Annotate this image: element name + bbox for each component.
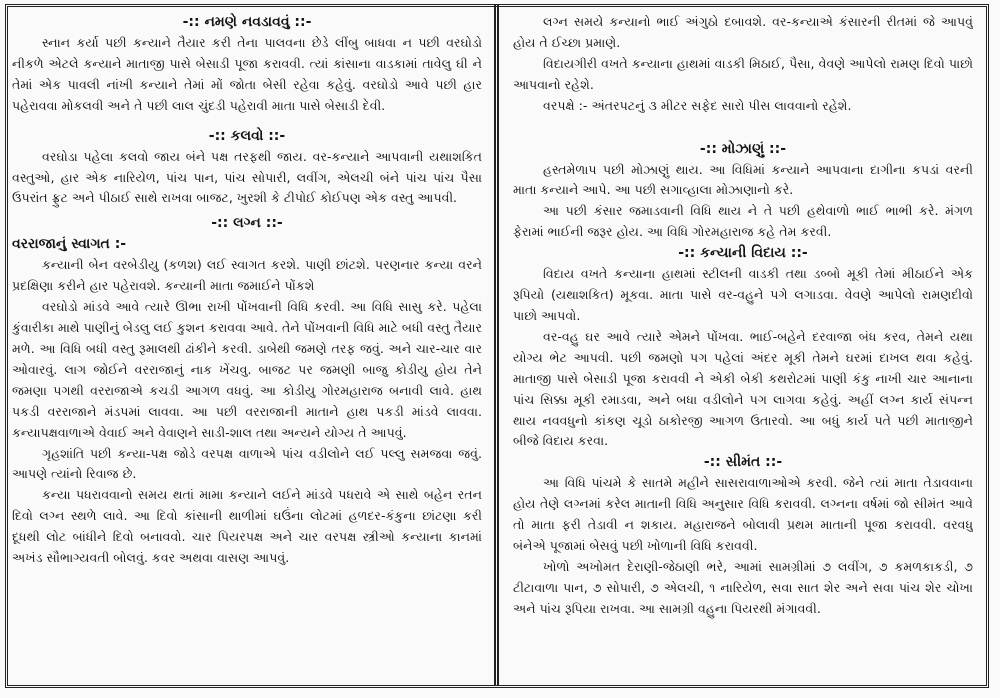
paragraph: વિદાયગીરી વખતે કન્યાના હાથમાં વાડકી મિઠાઈ, પૈસા, વેવણે આપેલો રામણ દિવો પાછો આપવાનો રહેશે. [513, 55, 973, 92]
paragraph: લગ્ન સમયે કન્યાનો ભાઈ અંગુઠો દબાવશે. વર-કન્યાએ કંસારની રીતમાં જે આપવું હોય તે ઈચ્છા પ્રમાણે. [513, 14, 973, 50]
paragraph: કન્યા પધરાવવાનો સમય થતાં મામા કન્યાને લઈને માંડવે પધરાવે એ સાથે બહેન રતન દિવો લગ્ન સ્થળે લાવે. આ દિવો કાંસાની થાળીમાં ઘઉંના લોટમાં હળદર-કંકુના છાંટણા કરી દૂધથી લોટ બાંધીને દિવો બનાવવો. ચાર પિયરપક્ષ અને ચાર વરપક્ષ સ્ત્રીઓ કન્યાના કાનમાં અખંડ સૌભાગ્યવતી બોલવું. કવર અથવા વાસણ આપવું. [12, 487, 482, 566]
section-heading-lagna: -:: લગ્ન ::- [211, 215, 283, 232]
right-column [513, 12, 973, 674]
paragraph: વિદાય વખતે કન્યાના હાથમાં સ્ટીલની વાડકી તથા ડબ્બો મૂકી તેમાં મીઠાઈને એક રૂપિયો (યથાશકિત) મૂકવા. માતા પાસે વર-વહુને પગે લગાડવા. વેવણે આપેલો રામણદીવો પાછો આપવો. [513, 266, 973, 323]
section-heading-naman: -:: નમણે નવડાવવું ::- [182, 14, 312, 30]
column-divider [494, 4, 499, 686]
section-heading-simant: -:: સીમંત ::- [703, 454, 783, 471]
section-heading-kalvo: -:: કલવો ::- [208, 127, 286, 144]
paragraph: વરઘોડા પહેલા કલવો જાય બંને પક્ષ તરફથી જાય. વર-કન્યાને આપવાની યથાશકિત વસ્તુઓ, હાર એક નારિયેળ, પાંચ પાન, પાંચ સોપારી, લવીંગ, એલચી બંને પાંચ પાંચ પૈસા ઉપરાંત ફ્રુટ અને પીઠાઈ સાથે રાખવા બાજટ, ખુરશી કે ટીપોઈ કોઈપણ એક વસ્તુ આપવી. [12, 148, 482, 206]
paragraph: કન્યાની બેન વરબેડીયુ (કળશ) લઈ સ્વાગત કરશે. પાણી છાંટશે. પરણનાર કન્યા વરને પ્રદક્ષિણા કરીને હાર પહેરાવશે. કન્યાની માતા જમાઈને પોંકશે [12, 257, 482, 294]
paragraph: ગૃહશાંતિ પછી કન્યા-પક્ષ જોડે વરપક્ષ વાળાએ પાંચ વડીલોને લઈ પલ્લુ સમજવા જવું. આપણે ત્યાંનો રિવાજ છે. [12, 445, 482, 482]
paragraph: સ્નાન કર્યા પછી કન્યાને તૈયાર કરી તેના પાલવના છેડે લીંબુ બાધવા ન પછી વરઘોડો નીકળે એટલે કન્યાને માતાજી પાસે બેસાડી પૂજા કરાવવી. ત્યાં કાંસાના વાડકામાં તાવેલુ ઘી ને તેમાં એક પાવલી નાંખી કન્યાને તેમાં મોં જોતા બેસી રહેવા કહેવું. વરઘોડો આવે પછી હાર પહેરાવવા મોકલવી અને તે પછી લાલ ચુંદડી પહેરાવી માતા પાસે બેસાડી દેવી. [12, 35, 482, 113]
left-column [12, 12, 482, 674]
section-heading-kanya-vidai: -:: કન્યાની વિદાય ::- [678, 245, 808, 262]
paragraph: વર-વહુ ઘર આવે ત્યારે એમને પોંખવા. ભાઈ-બહેને દરવાજા બંધ કરવ, તેમને યથા યોગ્ય ભેટ આપવી. પછી જમણો પગ પહેલાં અંદર મૂકી તેમને ઘરમાં દાખલ થવા કહેવું. માતાજી પાસે બેસાડી પૂજા કરાવવી ને એકી બેકી કથરોટમાં પાણી કંકુ નાખી ચાર આનાના પાંચ સિક્કા મૂકી રમાડવા, અને બધા વડીલોને પગ લાગવા કહેવું. અહીં લગ્ન કાર્ય સંપન્ન થાય નવવધુનો કાંકણ ચૂડો ઠાકોરજી આગળ ઉતારવો. આ બધું કાર્ય પતે પછી માતાજીને બીજે વિદાય કરવા. [513, 328, 973, 449]
paragraph: વરઘોડો માંડવે આવે ત્યારે ઊભા રાખી પોંખવાની વિધિ કરવી. આ વિધિ સાસુ કરે. પહેલા કુંવારીકા માથે પાણીનું બેડલુ લઈ કુશન કરાવવા આવે. તેને પોંખવાની વિધિ માટે બધી વસ્તુ તૈયાર મળે. આ વિધિ બધી વસ્તુ રૂમાલથી ઢાંકીને કરવી. ડાબેથી જમણે તરફ જવું. અને ચાર-ચાર વાર ઓવારવું. લાગ જોઈને વરરાજાનું નાક ખેંચવુ. બાજટ પર જમણી બાજુ કોડીયુ હોય તેને જમણા પગથી વરરાજાએ કચડી આગળ વધવું. આ કોડીયુ ગોરમહારાજ બનાવી લાવે. હાથ પકડી વરરાજાને મંડપમાં લાવવા. આ પછી વરરાજાની માતાને હાથ પકડી માંડવે લાવવા. કન્યાપક્ષવાળાએ વેવાઈ અને વેવાણને સાડી-શાલ તથા અન્યને યોગ્ય તે આપવું. [12, 299, 482, 440]
subheading-varraja-swagat: વરરાજાનું સ્વાગત :- [12, 236, 127, 253]
paragraph: ખોળો અખોમત દેરાણી-જેઠાણી ભરે, આમાં સામગ્રીમાં ૭ લવીંગ, ૭ કમળકાકડી, ૭ ટીટાવાળા પાન, ૭ સોપારી, ૭ એલચી, ૧ નારિયેળ, સવા સાત શેર અને સવા પાંચ શેર ચોખા અને પાંચ રૂપિયા રાખવા. આ સામગ્રી વહુના પિયરથી મંગાવવી. [513, 558, 973, 616]
paragraph: આ વિધિ પાંચમે કે સાતમે મહીને સાસરાવાળાઓએ કરવી. જેને ત્યાં માતા તેડાવવાના હોય તેણે લગ્નમાં કરેલ માતાની વિધિ અનુસાર વિધિ કરાવવી. લગ્નના વર્ષમાં જો સીમંત આવે તો માતા ફરી તેડાવી ન શકાય. મહારાજને બોલાવી પ્રથમ માતાની પૂજા કરાવવી. વરવધુ બંનેએ પૂજામાં બેસવું પછી ખોળાની વિધિ કરાવવી. [513, 475, 973, 554]
section-heading-mozanu: -:: મોઝાણું ::- [699, 140, 787, 157]
paragraph: આ પછી કંસાર જમાડવાની વિધિ થાય ને તે પછી હથેવાળો ભાઈ ભાભી કરે. મંગળ ફેરામાં ભાઈની જરૂર હોય. આ વિધિ ગોરમહારાજ કહે તેમ કરવી. [513, 203, 973, 240]
paragraph: હસ્તમેળાપ પછી મોઝાણું થાય. આ વિધિમાં કન્યાને આપવાના દાગીના કપડાં વરની માતા કન્યાને આપે. આ પછી સગાવ્હાલા મોઝાણાનો કરે. [513, 161, 973, 198]
paragraph: વરપક્ષે :- અંતરપટનું ૩ મીટર સફેદ સારો પીસ લાવવાનો રહેશે. [543, 97, 852, 113]
